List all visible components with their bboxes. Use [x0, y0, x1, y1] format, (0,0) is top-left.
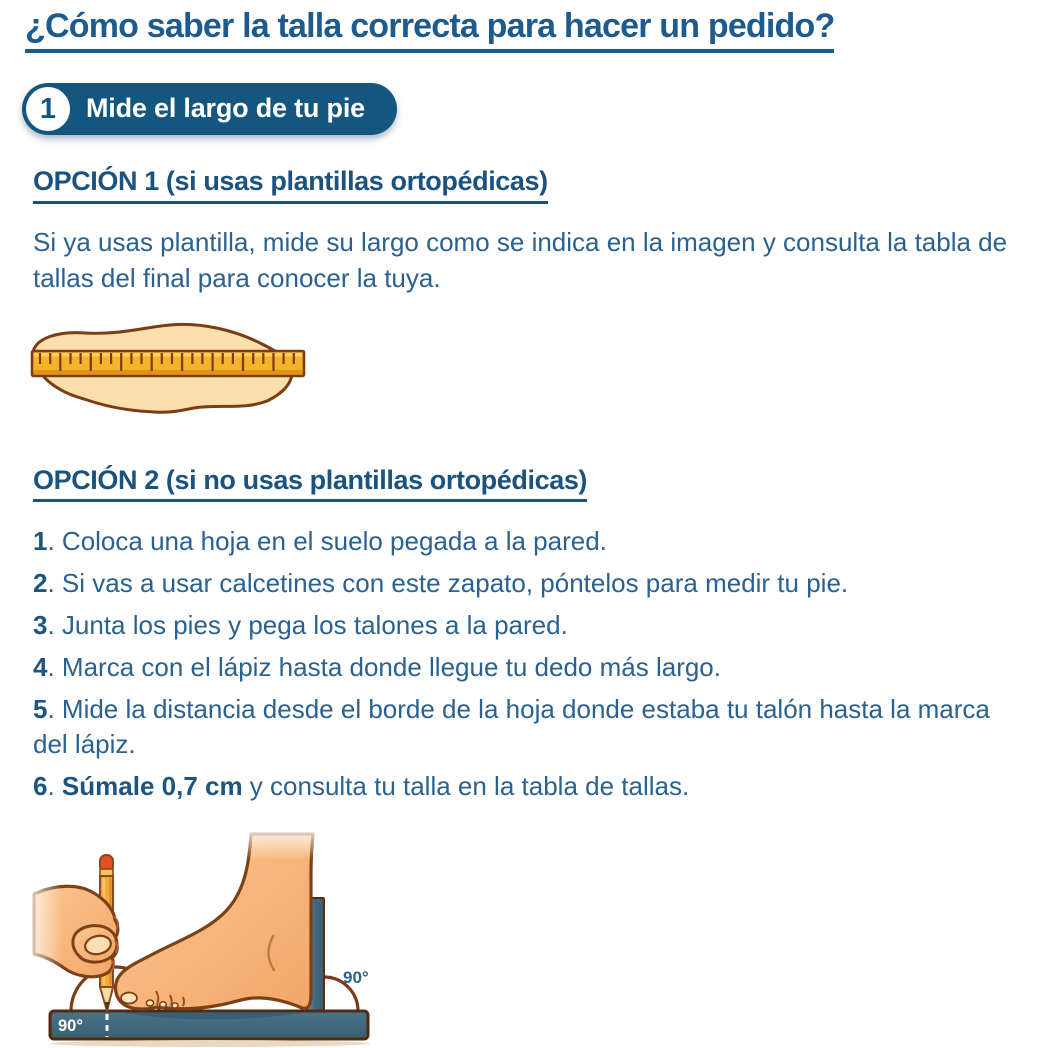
step-text-bold: Súmale 0,7 cm — [61, 770, 243, 801]
option1-section — [33, 165, 1028, 417]
step-text: . Si vas a usar calcetines con este zapato, póntelos para medir tu pie. — [47, 567, 849, 598]
leg-fade — [236, 824, 324, 860]
option1-paragraph: Si ya usas plantilla, mide su largo como se indica en la imagen y consulta la tabla de tallas del final para conocer la tuya. — [33, 226, 1008, 293]
step-text: . Junta los pies y pega los talones a la pared. — [47, 609, 568, 640]
big-toenail — [121, 992, 137, 1003]
toenail — [172, 1003, 178, 1008]
toe-crease — [183, 997, 184, 1006]
toenail — [160, 1002, 167, 1008]
page-title-text: ¿Cómo saber la talla correcta para hacer un pedido? — [25, 6, 834, 53]
list-item-4 — [33, 650, 1028, 685]
angle-label-left: 90° — [58, 1016, 83, 1035]
list-item-2 — [33, 566, 1028, 601]
list-item-5 — [33, 692, 1028, 762]
step-number: 3 — [33, 609, 48, 640]
insole-ruler-illustration — [30, 320, 308, 418]
instruction-list — [33, 524, 1028, 804]
step-badge-label: Mide el largo de tu pie — [86, 92, 365, 123]
step-badge — [22, 83, 397, 135]
ruler-highlight — [34, 353, 302, 357]
step-number: 1 — [33, 525, 48, 556]
foot-measuring-illustration — [20, 814, 420, 1047]
list-item-6 — [33, 769, 1028, 804]
step-number: 4 — [33, 651, 48, 682]
foot — [116, 834, 314, 1009]
board-ground-shadow — [50, 1040, 370, 1047]
option2-heading: OPCIÓN 2 (si no usas plantillas ortopédicas) — [33, 464, 1028, 502]
option2-section — [33, 464, 1028, 804]
step-number: 1 — [39, 92, 57, 125]
step-text: . — [47, 770, 62, 801]
list-item-1 — [33, 524, 1028, 559]
step-text: . Coloca una hoja en el suelo pegada a la pared. — [47, 525, 607, 556]
step-number: 6 — [33, 770, 48, 801]
step-text: . Mide la distancia desde el borde de la hoja donde estaba tu talón hasta la marca del lápiz. — [33, 693, 990, 759]
step-text: . Marca con el lápiz hasta donde llegue tu dedo más largo. — [47, 651, 721, 682]
step-number: 2 — [33, 567, 48, 598]
option1-heading: OPCIÓN 1 (si usas plantillas ortopédicas) — [33, 165, 1028, 203]
step-number-circle — [26, 87, 70, 131]
list-item-3 — [33, 608, 1028, 643]
step-text: y consulta tu talla en la tabla de tallas. — [242, 770, 690, 801]
angle-label-right: 90° — [343, 967, 369, 987]
page-title — [25, 6, 1028, 53]
ruler-shade-band — [34, 370, 303, 375]
step-number: 5 — [33, 693, 48, 724]
toenail — [146, 1000, 153, 1006]
